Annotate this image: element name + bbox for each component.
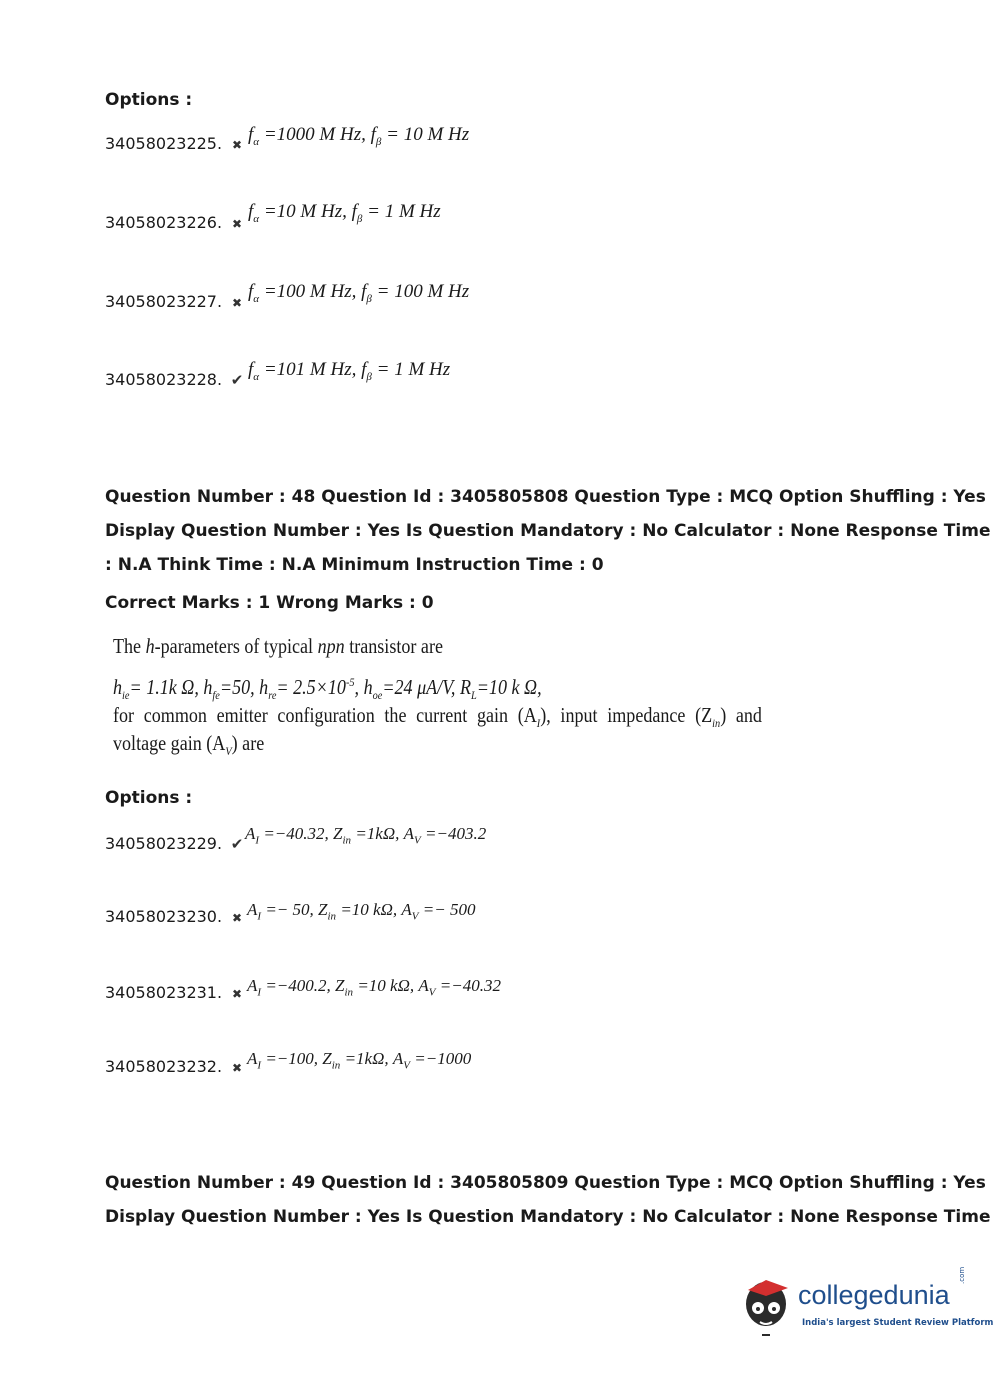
text-part: ) are xyxy=(231,731,265,755)
mascot-icon xyxy=(740,1270,800,1340)
ai-value: −40.32 xyxy=(274,824,325,843)
text-part: for common emitter configuration the current gain (A xyxy=(113,703,537,727)
option-id: 34058023232. xyxy=(105,1057,223,1076)
zin-value: 1kΩ xyxy=(356,1049,385,1068)
options-label: Options : xyxy=(105,788,193,808)
option-id: 34058023225. xyxy=(105,134,223,153)
logo-com: .com xyxy=(958,1266,966,1284)
text-part: transistor are xyxy=(344,634,443,658)
option-formula: $f_\alpha =101$ M Hz, $f_\beta = 1$ M Hz xyxy=(248,359,451,383)
text-part: npn xyxy=(317,634,345,658)
option-id: 34058023228. xyxy=(105,370,223,389)
av-value: − 500 xyxy=(434,900,476,919)
option-row xyxy=(105,134,246,153)
option-formula: $A_I =-400.2$, $Z_{in} =10$ kΩ, $A_V =-40.32$ xyxy=(247,976,501,999)
fa-value: 1000 xyxy=(276,124,315,145)
option-formula: $f_\alpha =100$ M Hz, $f_\beta = 100$ M Hz xyxy=(248,281,470,305)
option-row xyxy=(105,213,246,232)
option-formula: $f_\alpha =1000$ M Hz, $f_\beta = 10$ M Hz xyxy=(248,124,470,148)
logo-tagline: India's largest Student Review Platform xyxy=(802,1318,994,1328)
option-row xyxy=(105,983,246,1002)
fa-value: 100 xyxy=(276,281,306,302)
check-icon: ✔ xyxy=(230,835,244,853)
cross-icon: ✖ xyxy=(232,296,243,310)
options-label: Options : xyxy=(105,90,193,110)
option-row xyxy=(105,907,246,926)
text-part: -parameters of typical xyxy=(154,634,318,658)
unit: M Hz xyxy=(300,201,343,222)
option-formula: $A_I =- 50$, $Z_{in} =10$ kΩ, $A_V =- 500$ xyxy=(247,900,476,923)
option-id: 34058023227. xyxy=(105,292,223,311)
option-formula: $A_I =-40.32$, $Z_{in} =1k\Omega$, $A_V =-403.2$ xyxy=(245,824,487,847)
question-meta-line: Display Question Number : Yes Is Question Mandatory : No Calculator : None Response Time xyxy=(105,1207,991,1227)
ai-value: − 50 xyxy=(276,900,310,919)
option-formula: $A_I =-100$, $Z_{in} =1k\Omega$, $A_V =-1000$ xyxy=(247,1049,472,1072)
text-part: h xyxy=(145,634,155,658)
unit: M Hz xyxy=(309,281,352,302)
text-part: voltage gain (A xyxy=(113,731,226,755)
unit: M Hz xyxy=(398,201,441,222)
question-meta-line: : N.A Think Time : N.A Minimum Instruction Time : 0 xyxy=(105,555,604,575)
option-formula: $f_\alpha =10$ M Hz, $f_\beta = 1$ M Hz xyxy=(248,201,441,225)
question-text: voltage gain $(A_V)$ are xyxy=(113,731,265,759)
question-text xyxy=(113,634,443,659)
option-id: 34058023230. xyxy=(105,907,223,926)
av-value: −40.32 xyxy=(451,976,501,995)
option-id: 34058023226. xyxy=(105,213,223,232)
unit: M Hz xyxy=(427,124,470,145)
option-row xyxy=(105,370,246,389)
logo-name: collegedunia xyxy=(798,1280,950,1310)
ai-value: −400.2 xyxy=(276,976,327,995)
cross-icon: ✖ xyxy=(232,987,243,1001)
collegedunia-logo xyxy=(740,1266,994,1340)
option-row xyxy=(105,1057,246,1076)
question-meta-line: Display Question Number : Yes Is Question Mandatory : No Calculator : None Response Time xyxy=(105,521,991,541)
zin-value: 1kΩ xyxy=(366,824,396,843)
fb-value: 100 xyxy=(394,281,423,302)
unit: M Hz xyxy=(427,281,470,302)
option-id: 34058023231. xyxy=(105,983,223,1002)
cross-icon: ✖ xyxy=(232,138,243,152)
check-icon: ✔ xyxy=(230,371,244,389)
text-part: ) and xyxy=(720,703,762,727)
fa-value: 101 xyxy=(276,359,306,380)
marks-line: Correct Marks : 1 Wrong Marks : 0 xyxy=(105,593,434,613)
ai-value: −100 xyxy=(276,1049,314,1068)
option-row xyxy=(105,834,246,853)
fb-value: 1 xyxy=(394,359,404,380)
cross-icon: ✖ xyxy=(232,911,243,925)
zin-value: 10 kΩ xyxy=(368,976,410,995)
cross-icon: ✖ xyxy=(232,217,243,231)
question-meta-line: Question Number : 49 Question Id : 3405805809 Question Type : MCQ Option Shuffling : Yes xyxy=(105,1173,986,1193)
unit: M Hz xyxy=(319,124,362,145)
question-meta-line: Question Number : 48 Question Id : 3405805808 Question Type : MCQ Option Shuffling : Yes xyxy=(105,487,986,507)
av-value: −1000 xyxy=(425,1049,472,1068)
cross-icon: ✖ xyxy=(232,1061,243,1075)
unit: M Hz xyxy=(309,359,352,380)
unit: M Hz xyxy=(408,359,451,380)
fa-value: 10 xyxy=(276,201,296,222)
h-parameters: $h_{ie}= 1.1k$ Ω, $h_{fe}=50$, $h_{re}= 2.5\times 10^{-5}$, $h_{oe}=24$ μA/V, $R_L=10$ k Ω, xyxy=(113,675,542,703)
question-text: for common emitter configuration the current gain $(A_I)$, input impedance $(Z_{in})$ and xyxy=(113,703,762,731)
fb-value: 1 xyxy=(384,201,395,222)
av-value: −403.2 xyxy=(436,824,487,843)
option-id: 34058023229. xyxy=(105,834,223,853)
option-row xyxy=(105,292,246,311)
text-part: ), input impedance (Z xyxy=(540,703,713,727)
fb-value: 10 xyxy=(403,124,423,145)
zin-value: 10 kΩ xyxy=(351,900,393,919)
text-part: The xyxy=(113,634,146,658)
